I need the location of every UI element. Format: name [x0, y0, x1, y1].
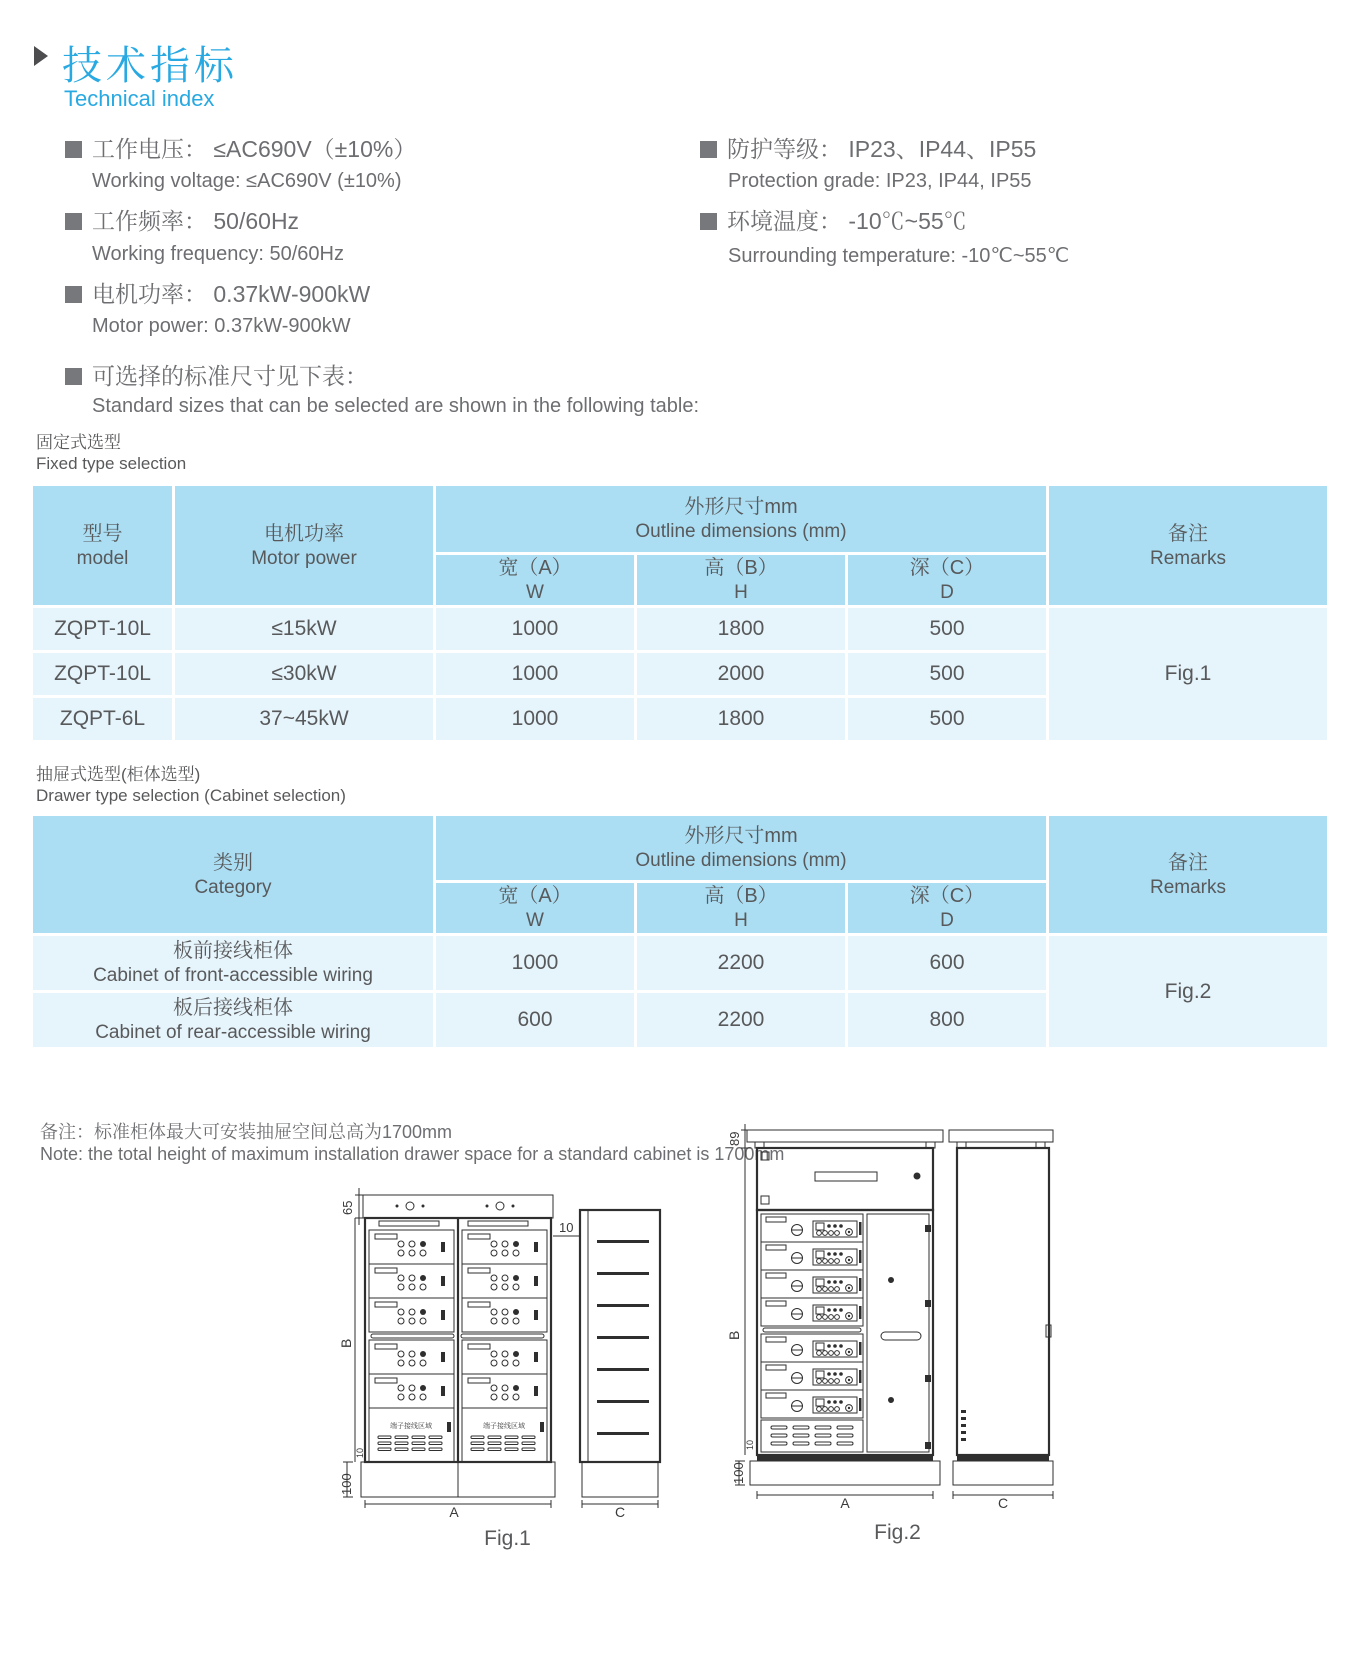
section-arrow-icon — [34, 46, 48, 66]
cell-height: 1800 — [637, 608, 845, 650]
spec-item — [700, 131, 1036, 164]
terminal-area-label: 端子接线区域 — [390, 1423, 432, 1430]
note-zh: 备注：标准柜体最大可安装抽屉空间总高为1700mm — [40, 1122, 453, 1142]
cell-model: ZQPT-6L — [33, 698, 172, 740]
cell-width: 600 — [436, 993, 634, 1047]
spec-zh: 防护等级： IP23、IP44、IP55 — [727, 136, 1037, 162]
cell-power: ≤15kW — [175, 608, 433, 650]
category-en: Cabinet of front-accessible wiring — [93, 965, 373, 986]
dim-bottom-gap: 10 — [745, 1439, 755, 1450]
header-zh: 宽（A） — [498, 885, 572, 907]
col-header-depth — [848, 555, 1046, 605]
table-row — [33, 936, 1327, 990]
cell-width: 1000 — [436, 698, 634, 740]
header-en: Outline dimensions (mm) — [635, 850, 847, 871]
fig1-drawing — [335, 1170, 680, 1518]
header-en: D — [940, 582, 954, 603]
dim-width: A — [449, 1504, 459, 1518]
dim-depth: C — [614, 1504, 626, 1518]
header-zh: 备注 — [1168, 522, 1208, 545]
fig2-side-view — [949, 1130, 1053, 1485]
spec-en: Working voltage: ≤AC690V (±10%) — [92, 170, 402, 192]
cell-depth: 500 — [848, 608, 1046, 650]
table-intro — [65, 358, 368, 391]
fig2-front-view — [747, 1130, 943, 1485]
header-en: Remarks — [1149, 876, 1226, 898]
header-zh: 备注 — [1168, 851, 1208, 874]
header-zh: 电机功率 — [264, 522, 344, 545]
header-zh: 深（C） — [909, 885, 985, 907]
page-subtitle: Technical index — [64, 86, 215, 111]
spec-item — [65, 203, 299, 236]
cell-power: ≤30kW — [175, 653, 433, 695]
cell-width: 1000 — [436, 608, 634, 650]
header-en: W — [526, 582, 544, 603]
header-en: model — [76, 547, 129, 569]
spec-zh: 工作频率： 50/60Hz — [92, 208, 300, 234]
cell-height: 2200 — [637, 936, 845, 990]
drawer-section-title-zh: 抽屉式选型(柜体选型) — [36, 765, 201, 784]
header-en: D — [940, 910, 954, 931]
dim-cap-height: 65 — [340, 1200, 355, 1215]
header-zh: 外形尺寸mm — [684, 825, 798, 847]
category-zh: 板后接线柜体 — [173, 997, 293, 1019]
dim-depth: C — [997, 1495, 1009, 1511]
figure-1 — [335, 1170, 680, 1551]
header-en: Motor power — [251, 547, 357, 569]
dim-bottom-gap: 10 — [355, 1447, 365, 1458]
spec-en: Protection grade: IP23, IP44, IP55 — [728, 170, 1032, 192]
col-header-width — [436, 555, 634, 605]
cell-category — [33, 993, 433, 1047]
col-header-remarks — [1049, 486, 1327, 605]
dim-width: A — [840, 1495, 850, 1511]
col-header-dimensions — [436, 816, 1046, 880]
cell-category — [33, 936, 433, 990]
cell-remark: Fig.1 — [1049, 608, 1327, 740]
dim-body-height: B — [726, 1330, 742, 1340]
page-title: 技术指标 — [62, 44, 238, 88]
cell-depth: 500 — [848, 653, 1046, 695]
col-header-depth — [848, 883, 1046, 933]
header-zh: 高（B） — [704, 885, 778, 907]
fig2-caption: Fig.2 — [874, 1521, 921, 1544]
col-header-remarks — [1049, 816, 1327, 933]
col-header-height — [637, 883, 845, 933]
dim-cap-height: 89 — [727, 1131, 742, 1146]
terminal-area-label: 端子接线区域 — [483, 1423, 525, 1430]
cell-depth: 800 — [848, 993, 1046, 1047]
col-header-category — [33, 816, 433, 933]
header-en: Remarks — [1149, 547, 1226, 569]
fixed-section-title-zh: 固定式选型 — [36, 433, 121, 452]
bullet-square-icon — [65, 368, 82, 385]
header-zh: 型号 — [82, 522, 123, 545]
cell-depth: 600 — [848, 936, 1046, 990]
dim-base-height: 100 — [339, 1473, 354, 1495]
category-en: Cabinet of rear-accessible wiring — [95, 1022, 371, 1043]
bullet-square-icon — [700, 213, 717, 230]
bullet-square-icon — [65, 213, 82, 230]
header-en: Category — [194, 876, 272, 898]
figure-2 — [695, 1110, 1100, 1545]
col-header-dimensions — [436, 486, 1046, 552]
cell-power: 37~45kW — [175, 698, 433, 740]
header-zh: 类别 — [213, 851, 253, 874]
col-header-width — [436, 883, 634, 933]
dim-base-height: 100 — [731, 1462, 746, 1484]
fixed-section-title-en: Fixed type selection — [36, 454, 187, 473]
col-header-height — [637, 555, 845, 605]
cell-model: ZQPT-10L — [33, 608, 172, 650]
drawer-table — [30, 813, 1330, 1050]
fig1-caption: Fig.1 — [484, 1527, 531, 1550]
spec-item — [65, 276, 370, 309]
bullet-square-icon — [65, 286, 82, 303]
note-en: Note: the total height of maximum installation drawer space for a standard cabinet is 1700mm — [40, 1144, 785, 1164]
bullet-square-icon — [65, 141, 82, 158]
spec-zh: 环境温度： -10℃~55℃ — [727, 208, 967, 234]
spec-zh: 电机功率： 0.37kW-900kW — [92, 281, 371, 307]
fig2-dimensions — [726, 1124, 1053, 1511]
drawer-section-title-en: Drawer type selection (Cabinet selection) — [36, 786, 346, 805]
fig1-front-view — [361, 1195, 555, 1497]
bullet-square-icon — [700, 141, 717, 158]
header-en: Outline dimensions (mm) — [635, 521, 847, 542]
header-zh: 外形尺寸mm — [684, 496, 798, 518]
fig1-side-view — [580, 1210, 660, 1497]
header-en: H — [734, 910, 748, 931]
dim-body-height: B — [338, 1338, 354, 1348]
cell-remark: Fig.2 — [1049, 936, 1327, 1047]
dim-top-gap: 10 — [559, 1220, 574, 1235]
spec-item — [65, 131, 416, 164]
cell-height: 1800 — [637, 698, 845, 740]
cell-height: 2000 — [637, 653, 845, 695]
cell-width: 1000 — [436, 936, 634, 990]
spec-en: Surrounding temperature: -10℃~55℃ — [728, 245, 1070, 267]
header-zh: 宽（A） — [498, 557, 572, 579]
cell-model: ZQPT-10L — [33, 653, 172, 695]
intro-en: Standard sizes that can be selected are shown in the following table: — [92, 395, 700, 417]
cell-width: 1000 — [436, 653, 634, 695]
category-zh: 板前接线柜体 — [173, 940, 293, 962]
spec-item — [700, 203, 967, 236]
cell-height: 2200 — [637, 993, 845, 1047]
spec-en: Working frequency: 50/60Hz — [92, 243, 344, 265]
intro-zh: 可选择的标准尺寸见下表： — [92, 363, 368, 389]
col-header-power — [175, 486, 433, 605]
header-zh: 深（C） — [909, 557, 985, 579]
spec-en: Motor power: 0.37kW-900kW — [92, 315, 351, 337]
fig1-dimensions — [338, 1188, 658, 1518]
header-zh: 高（B） — [704, 557, 778, 579]
spec-zh: 工作电压： ≤AC690V（±10%） — [92, 136, 417, 162]
fixed-table — [30, 483, 1330, 743]
cell-depth: 500 — [848, 698, 1046, 740]
header-en: W — [526, 910, 544, 931]
col-header-model — [33, 486, 172, 605]
table-row — [33, 608, 1327, 650]
fig2-drawing — [695, 1110, 1100, 1512]
header-en: H — [734, 582, 748, 603]
